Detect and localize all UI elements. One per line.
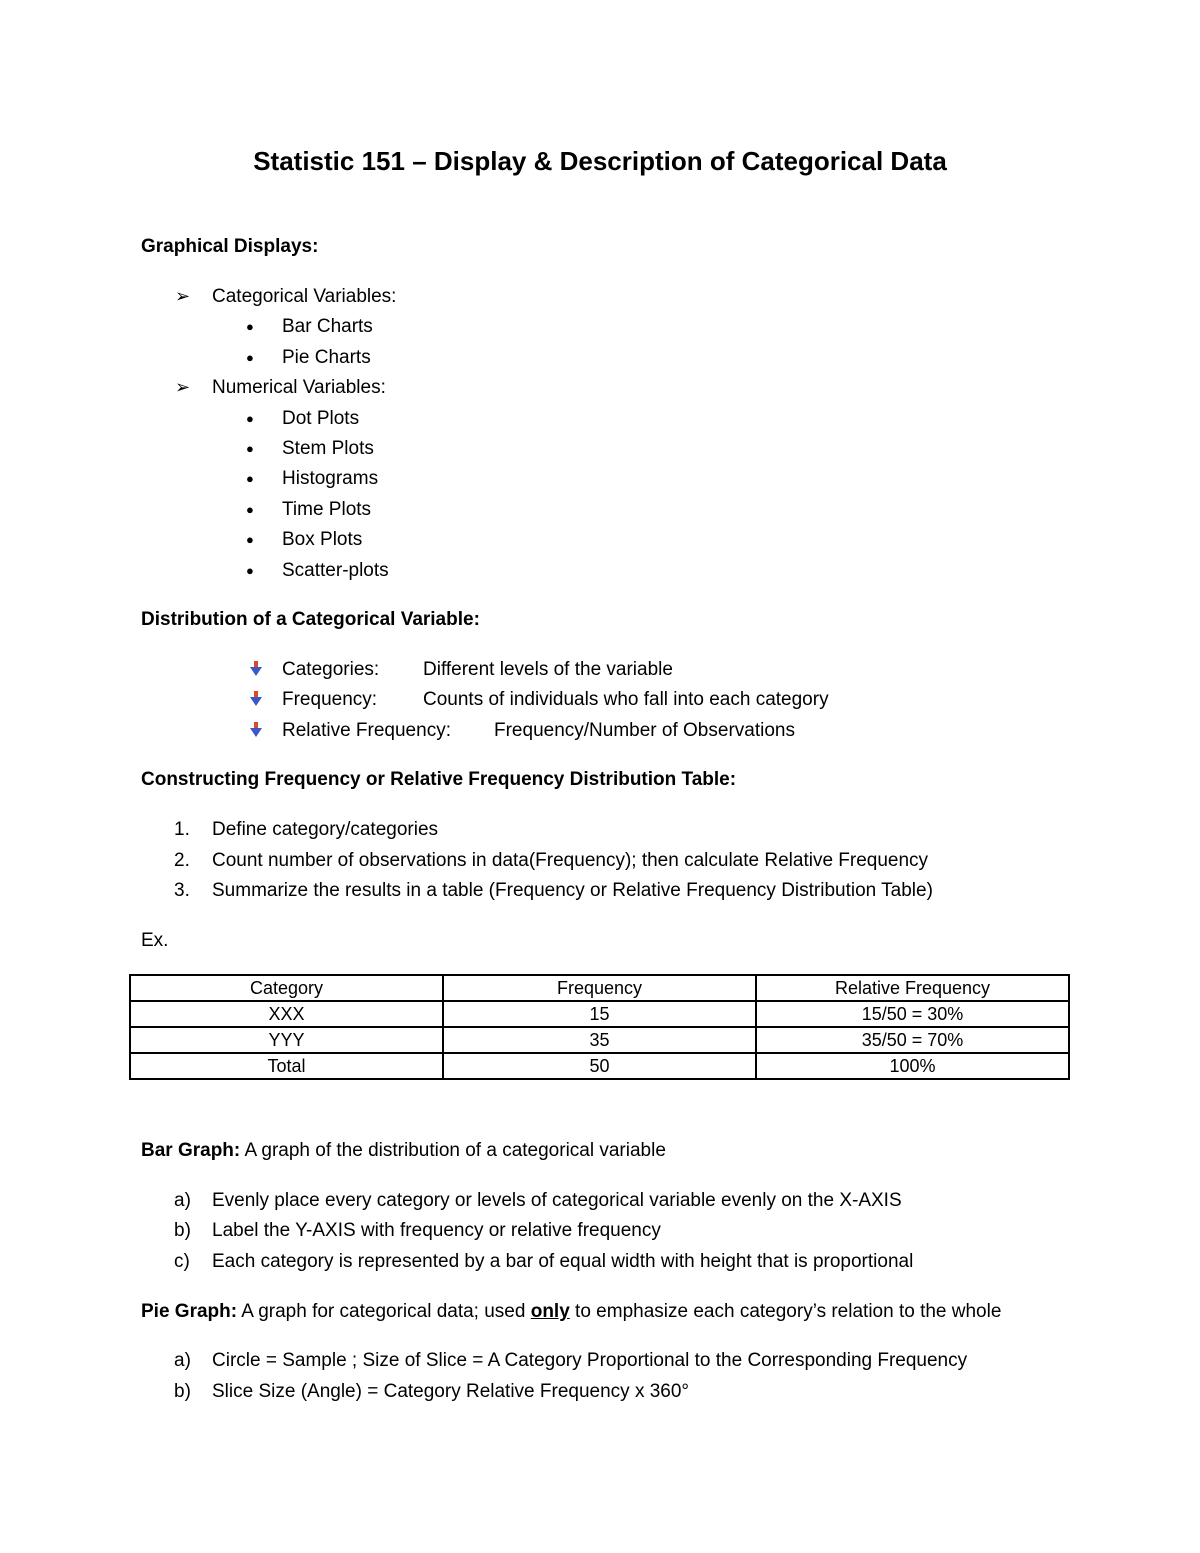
bullet-icon: ●	[246, 350, 254, 365]
bar-graph-definition	[141, 1140, 666, 1162]
example-label: Ex.	[141, 930, 169, 951]
frequency-table	[129, 974, 1070, 1080]
list-item: Bar Charts	[282, 316, 373, 337]
step-number: 3.	[174, 880, 190, 901]
definition-text: Different levels of the variable	[423, 659, 673, 680]
list-item: Box Plots	[282, 529, 363, 550]
categorical-variables-label: Categorical Variables:	[212, 286, 397, 307]
table-cell: 35	[443, 1027, 756, 1053]
pie-graph-definition	[141, 1301, 1001, 1323]
table-row	[130, 1027, 1069, 1053]
table-header-row	[130, 975, 1069, 1001]
point-text: Circle = Sample ; Size of Slice = A Category Proportional to the Corresponding Frequency	[212, 1350, 968, 1371]
bullet-icon: ●	[246, 502, 254, 517]
step-number: 1.	[174, 819, 190, 840]
table-row	[130, 1001, 1069, 1027]
arrow-down-icon	[250, 691, 262, 706]
point-text: Slice Size (Angle) = Category Relative Frequency x 360°	[212, 1381, 690, 1402]
point-letter: b)	[174, 1220, 191, 1241]
graphical-displays-heading: Graphical Displays:	[141, 236, 319, 257]
pie-graph-emphasis: only	[530, 1301, 570, 1322]
list-item: Time Plots	[282, 499, 372, 520]
column-header: Category	[130, 975, 443, 1001]
page-title: Statistic 151 – Display & Description of Categorical Data	[253, 146, 947, 176]
step-number: 2.	[174, 850, 190, 871]
table-cell: 50	[443, 1053, 756, 1079]
definition-text: Frequency/Number of Observations	[494, 720, 795, 741]
table-cell: 100%	[756, 1053, 1069, 1079]
point-text: Evenly place every category or levels of categorical variable evenly on the X-AXIS	[212, 1190, 902, 1211]
point-text: Label the Y-AXIS with frequency or relative frequency	[212, 1220, 661, 1241]
step-text: Summarize the results in a table (Frequency or Relative Frequency Distribution Table)	[212, 880, 933, 901]
point-letter: c)	[174, 1251, 190, 1272]
pie-graph-definition-post: to emphasize each category’s relation to the whole	[569, 1301, 1002, 1322]
pie-graph-term: Pie Graph:	[141, 1301, 238, 1322]
list-item: Stem Plots	[282, 438, 374, 459]
table-cell: XXX	[130, 1001, 443, 1027]
pie-graph-definition-pre: A graph for categorical data; used	[237, 1301, 531, 1322]
definition-term: Categories:	[282, 659, 380, 680]
table-cell: YYY	[130, 1027, 443, 1053]
step-text: Define category/categories	[212, 819, 439, 840]
arrow-down-icon	[250, 661, 262, 676]
list-item: Histograms	[282, 468, 379, 489]
definition-text: Counts of individuals who fall into each category	[423, 689, 829, 710]
step-text: Count number of observations in data(Frequency); then calculate Relative Frequency	[212, 850, 929, 871]
table-cell: 15	[443, 1001, 756, 1027]
bullet-icon: ●	[246, 411, 254, 426]
table-cell: Total	[130, 1053, 443, 1079]
list-item: Pie Charts	[282, 347, 371, 368]
bullet-icon: ●	[246, 563, 254, 578]
definition-term: Relative Frequency:	[282, 720, 451, 741]
list-item: Dot Plots	[282, 408, 360, 429]
table-cell: 15/50 = 30%	[756, 1001, 1069, 1027]
point-letter: b)	[174, 1381, 191, 1402]
numerical-variables-label: Numerical Variables:	[212, 377, 386, 398]
bullet-icon: ●	[246, 532, 254, 547]
arrow-bullet-icon: ➢	[175, 377, 191, 397]
column-header: Relative Frequency	[756, 975, 1069, 1001]
distribution-heading: Distribution of a Categorical Variable:	[141, 609, 480, 630]
arrow-bullet-icon: ➢	[175, 286, 191, 306]
point-letter: a)	[174, 1190, 191, 1211]
point-letter: a)	[174, 1350, 191, 1371]
column-header: Frequency	[443, 975, 756, 1001]
bullet-icon: ●	[246, 319, 254, 334]
list-item: Scatter-plots	[282, 560, 389, 581]
bar-graph-definition-text: A graph of the distribution of a categorical variable	[240, 1140, 666, 1161]
table-cell: 35/50 = 70%	[756, 1027, 1069, 1053]
constructing-heading: Constructing Frequency or Relative Frequency Distribution Table:	[141, 769, 737, 790]
arrow-down-icon	[250, 722, 262, 737]
table-row	[130, 1053, 1069, 1079]
bullet-icon: ●	[246, 471, 254, 486]
definition-term: Frequency:	[282, 689, 378, 710]
bullet-icon: ●	[246, 441, 254, 456]
point-text: Each category is represented by a bar of equal width with height that is proportional	[212, 1251, 914, 1272]
bar-graph-term: Bar Graph:	[141, 1140, 241, 1161]
